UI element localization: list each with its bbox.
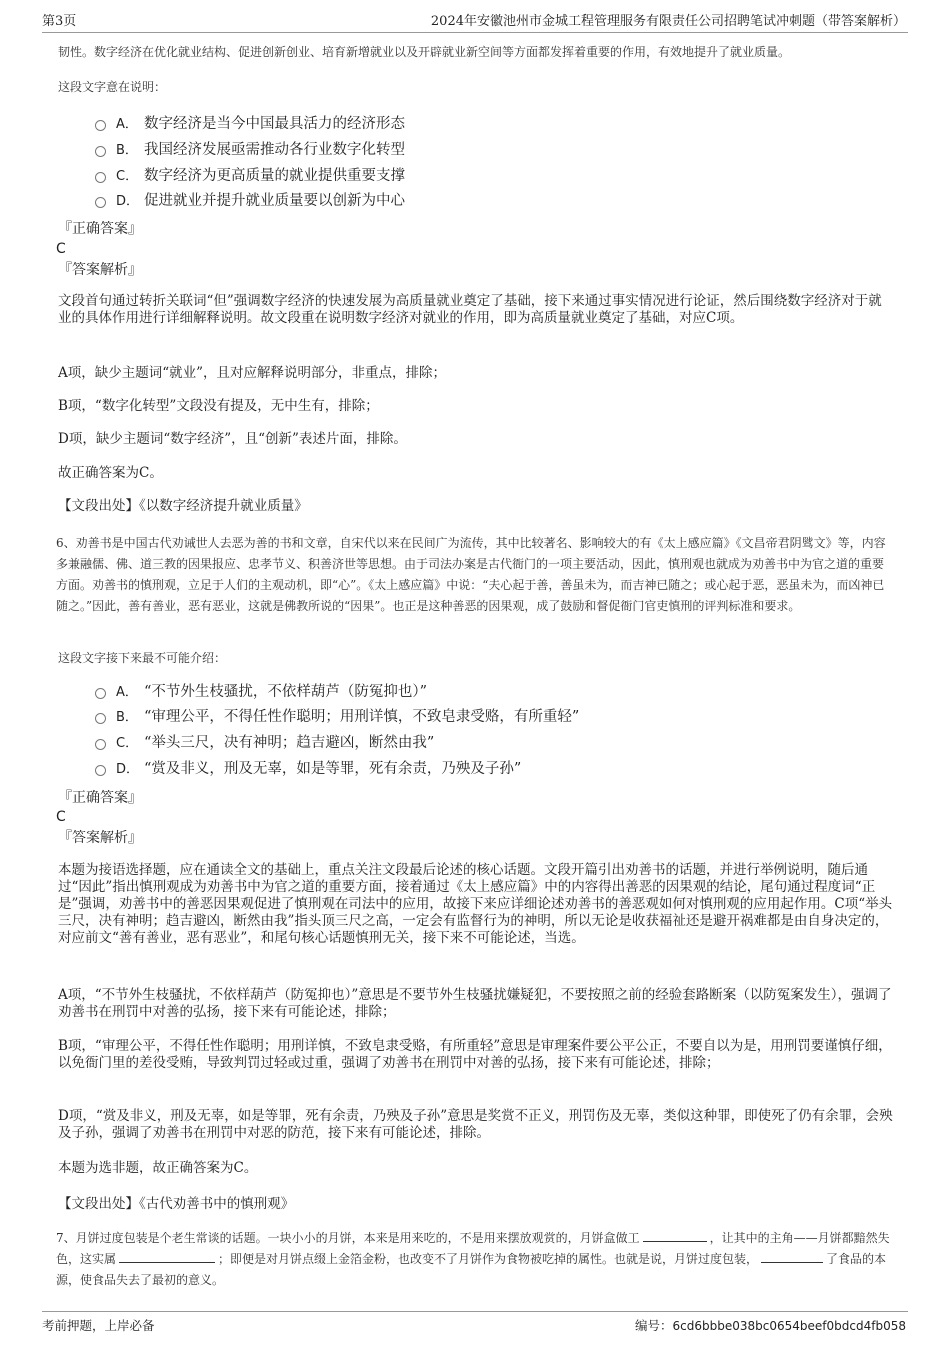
q5-conclusion: 故正确答案为C。 bbox=[58, 465, 163, 481]
q5-analysis-heading: 『答案解析』 bbox=[58, 262, 142, 278]
q6-analysis-heading: 『答案解析』 bbox=[58, 830, 142, 846]
fill-blank-1[interactable] bbox=[643, 1229, 707, 1242]
q6-answer: C bbox=[56, 809, 66, 825]
q5-answer: C bbox=[56, 241, 66, 257]
radio-icon[interactable] bbox=[95, 172, 106, 183]
q6-prompt: 这段文字接下来最不可能介绍： bbox=[58, 651, 227, 665]
q6-passage: 6、劝善书是中国古代劝诫世人去恶为善的书和文章，自宋代以来在民间广为流传，其中比较著名、影响较大的有《太上感应篇》《文昌帝君阴骘文》等，内容多兼融儒、佛、道三教的因果报应、忠孝节义、积善济世等思想。由于司法办案是古代衙门的一项主要活动，因此，慎刑观也就成为劝善书中为官之道的重要方面。劝善书的慎刑观，立足于人们的主观动机，即“心”。《太上感应篇》中说：“夫心起于善，善虽未为，而吉神已随之；或心起于恶，恶虽未为，而凶神已随之。”因此，善有善业，恶有恶业，这就是佛教所说的“因果”。也正是这种善恶的因果观，成了鼓励和督促衙门官吏慎刑的评判标准和要求。 bbox=[56, 536, 886, 613]
footer-slogan: 考前押题，上岸必备 bbox=[42, 1318, 155, 1333]
radio-icon[interactable] bbox=[95, 146, 106, 157]
q6-option-a-analysis: A项，“不节外生枝骚扰，不依样葫芦（防冤抑也）”意思是不要节外生枝骚扰嫌疑犯，不要按照之前的经验套路断案（以防冤案发生），强调了劝善书在刑罚中对善的弘扬，接下来有可能论述，排除； bbox=[58, 987, 892, 1020]
document-code: 编号：6cd6bbbe038bc0654beef0bdcd4fb058 bbox=[635, 1318, 906, 1333]
q5-source: 【文段出处】《以数字经济提升就业质量》 bbox=[58, 498, 308, 514]
q5-option-d[interactable]: D． 促进就业并提升就业质量要以创新为中心 bbox=[95, 189, 405, 213]
document-title: 2024年安徽池州市金城工程管理服务有限责任公司招聘笔试冲刺题（带答案解析） bbox=[430, 14, 906, 29]
radio-icon[interactable] bbox=[95, 713, 106, 724]
radio-icon[interactable] bbox=[95, 197, 106, 208]
q6-analysis: 本题为接语选择题，应在通读全文的基础上，重点关注文段最后论述的核心话题。文段开篇引出劝善书的话题，并进行举例说明，随后通过“因此”指出慎刑观成为劝善书中为官之道的重要方面，接着通过《太上感应篇》中的内容得出善恶的因果观的结论，尾句通过程度词“正是”强调，劝善书中的善恶因果观促进了慎刑观在司法中的应用，故接下来应详细论述劝善书的善恶观如何对慎刑观的应用起作用。C项“举头三尺，决有神明；趋吉避凶，断然由我”指头顶三尺之高，一定会有监督行为的神明，所以无论是收获福祉还是避开祸难都是由自身决定的，对应前文“善有善业，恶有恶业”，和尾句核心话题慎刑无关，接下来不可能论述，当选。 bbox=[58, 862, 893, 946]
q5-option-c[interactable]: C． 数字经济为更高质量的就业提供重要支撑 bbox=[95, 164, 405, 188]
q6-option-c[interactable]: C． “举头三尺，决有神明；趋吉避凶，断然由我” bbox=[95, 731, 434, 755]
q5-passage-tail: 韧性。数字经济在优化就业结构、促进创新创业、培育新增就业以及开辟就业新空间等方面都发挥着重要的作用，有效地提升了就业质量。 bbox=[58, 45, 791, 59]
q5-option-a-analysis: A项，缺少主题词“就业”，且对应解释说明部分，非重点，排除； bbox=[58, 365, 447, 381]
fill-blank-3[interactable] bbox=[761, 1250, 823, 1263]
q6-option-d[interactable]: D． “赏及非义，刑及无辜，如是等罪，死有余责，乃殃及子孙” bbox=[95, 757, 521, 781]
q6-conclusion: 本题为选非题，故正确答案为C。 bbox=[58, 1160, 258, 1176]
q5-option-a[interactable]: A． 数字经济是当今中国最具活力的经济形态 bbox=[95, 112, 405, 136]
q5-option-b-analysis: B项，“数字化转型”文段没有提及，无中生有，排除； bbox=[58, 398, 379, 414]
q6-source: 【文段出处】《古代劝善书中的慎刑观》 bbox=[58, 1196, 295, 1212]
q5-option-d-analysis: D项，缺少主题词“数字经济”，且“创新”表述片面，排除。 bbox=[58, 431, 407, 447]
radio-icon[interactable] bbox=[95, 765, 106, 776]
q5-analysis: 文段首句通过转折关联词“但”强调数字经济的快速发展为高质量就业奠定了基础，接下来通过事实情况进行论证，然后围绕数字经济对于就业的具体作用进行详细解释说明。故文段重在说明数字经济对就业的作用，即为高质量就业奠定了基础，对应C项。 bbox=[58, 293, 882, 326]
fill-blank-2[interactable] bbox=[119, 1250, 215, 1263]
q6-option-a[interactable]: A． “不节外生枝骚扰，不依样葫芦（防冤抑也）” bbox=[95, 680, 427, 704]
radio-icon[interactable] bbox=[95, 688, 106, 699]
q5-answer-heading: 『正确答案』 bbox=[58, 221, 142, 237]
q6-option-b-analysis: B项，“审理公平，不得任性作聪明；用刑详慎，不致皂隶受赂，有所重轻”意思是审理案件要公平公正，不要自以为是，用刑罚要谨慎仔细，以免衙门里的差役受贿，导致判罚过轻或过重，强调了劝善书在刑罚中对善的弘扬，接下来有可能论述，排除； bbox=[58, 1038, 892, 1071]
q6-option-b[interactable]: B． “审理公平，不得任性作聪明；用刑详慎，不致皂隶受赂，有所重轻” bbox=[95, 705, 579, 729]
q6-answer-heading: 『正确答案』 bbox=[58, 790, 142, 806]
page-header bbox=[42, 12, 908, 33]
page-footer bbox=[42, 1311, 908, 1334]
radio-icon[interactable] bbox=[95, 739, 106, 750]
q6-option-d-analysis: D项，“赏及非义，刑及无辜，如是等罪，死有余责，乃殃及子孙”意思是奖赏不正义，刑罚伤及无辜，类似这种罪，即使死了仍有余罪，会殃及子孙，强调了劝善书在刑罚中对恶的防范，接下来有可能论述，排除。 bbox=[58, 1108, 893, 1141]
q7-passage: 7、月饼过度包装是个老生常谈的话题。一块小小的月饼，本来是用来吃的，不是用来摆放观赏的，月饼盒做工 ，让其中的主角——月饼都黯然失色，这实属 ；即便是对月饼点缀上金箔金粉，也改变不了月饼作为食物被吃掉的属性。也就是说，月饼过度包装， 了食品的本源，使食品失去了最初的意义。 bbox=[56, 1231, 890, 1287]
page-number: 第3页 bbox=[42, 14, 77, 29]
q5-option-b[interactable]: B． 我国经济发展亟需推动各行业数字化转型 bbox=[95, 138, 405, 162]
radio-icon[interactable] bbox=[95, 120, 106, 131]
q5-prompt: 这段文字意在说明： bbox=[58, 80, 167, 94]
